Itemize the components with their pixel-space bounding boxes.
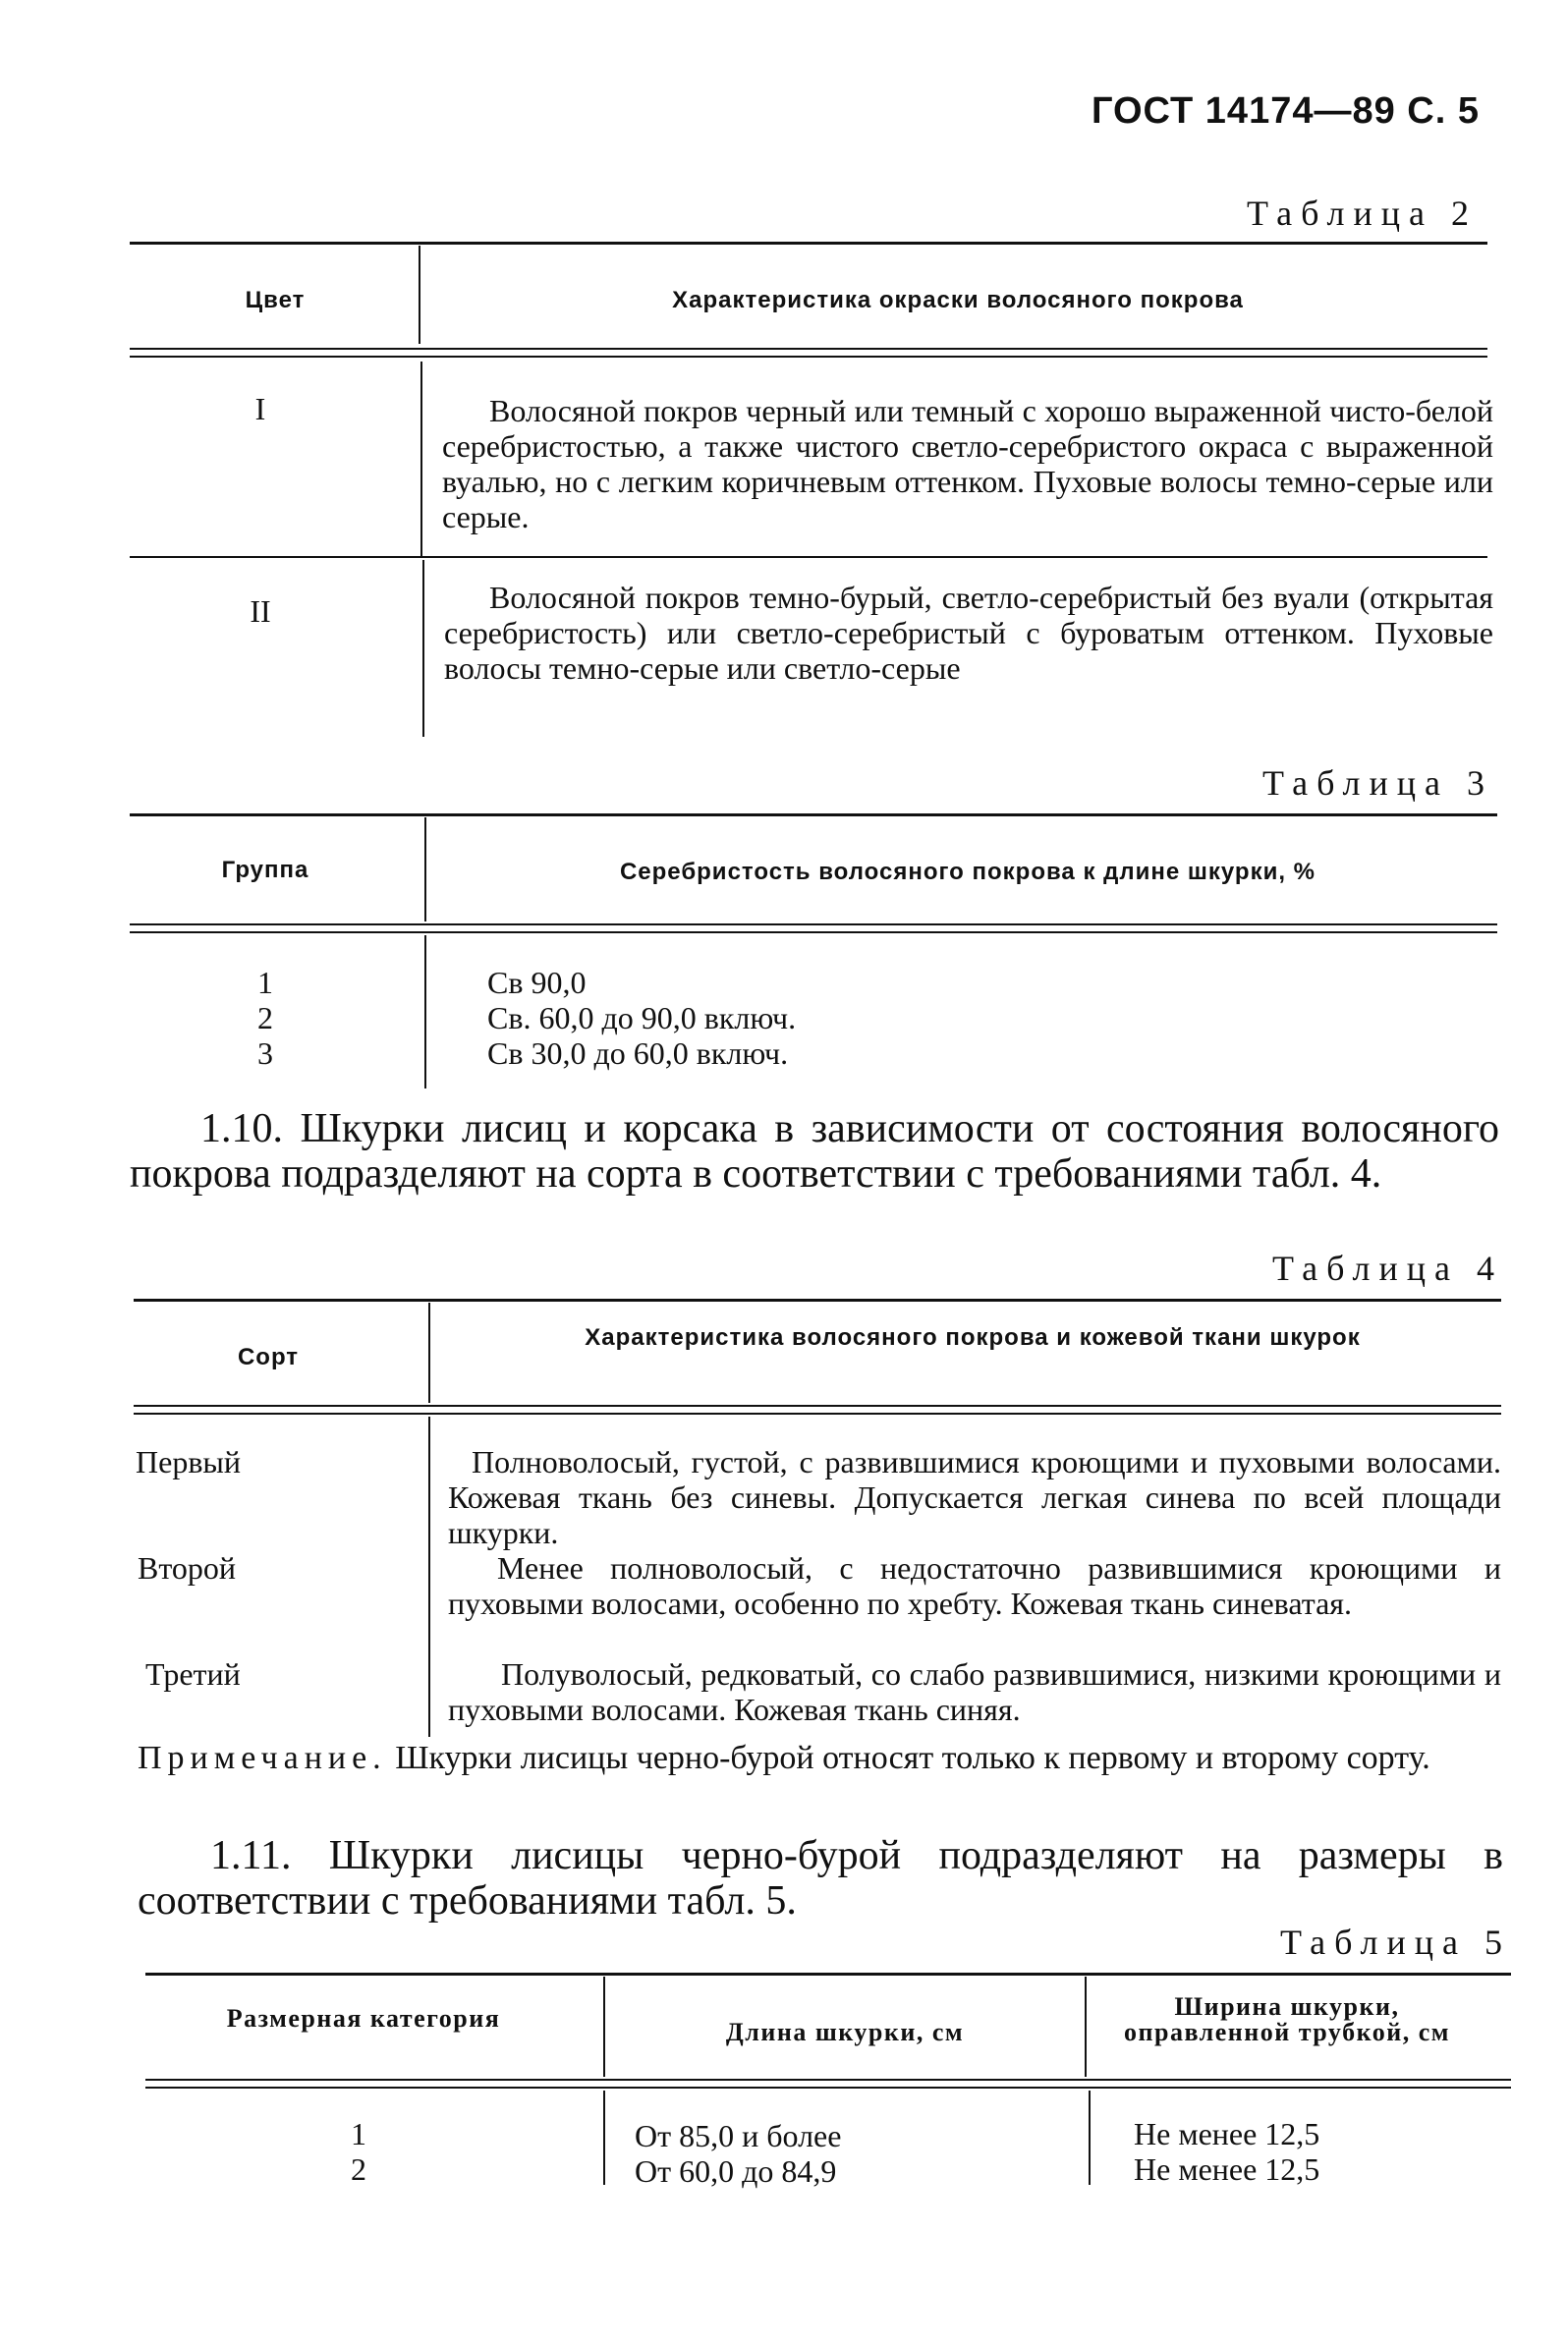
table4-header-rule-1 (134, 1405, 1501, 1407)
table5-header-rule-2 (145, 2087, 1511, 2089)
page-header: ГОСТ 14174—89 С. 5 (1091, 90, 1480, 132)
table2-row2-color: II (250, 593, 271, 629)
paragraph-1-10: 1.10. Шкурки лисиц и корсака в зависимости от состояния волосяного покрова подразделяют на сорта в соответствии с требованиями табл. 4. (130, 1106, 1499, 1197)
table3-header-silver: Серебристость волосяного покрова к длине шкурки, % (619, 859, 1316, 885)
table2-caption: Таблица 2 (1247, 194, 1478, 233)
table4-row2-text: Менее полноволосый, с недостаточно развившимися кроющими и пуховыми волосами, особенно по хребту. Кожевая ткань синеватая. (448, 1550, 1501, 1621)
table3-row1-value: Св 90,0 (487, 965, 587, 1000)
table3-caption: Таблица 3 (1262, 763, 1493, 803)
table5-row1-width: Не менее 12,5 (1134, 2116, 1320, 2151)
table5-row1-length: От 85,0 и более (635, 2118, 842, 2153)
table3-body-divider (424, 935, 426, 1088)
table5-body-divider-2 (1089, 2091, 1091, 2185)
table2-header-rule-2 (130, 356, 1487, 358)
table2-top-rule (130, 242, 1487, 245)
table3-row3-value: Св 30,0 до 60,0 включ. (487, 1035, 789, 1071)
table5-row2-length: От 60,0 до 84,9 (635, 2153, 837, 2189)
table4-caption: Таблица 4 (1272, 1249, 1503, 1288)
table4-row1-text: Полноволосый, густой, с развившимися кроющими и пуховыми волосами. Кожевая ткань без синевы. Допускается легкая синева по всей площади шкурки. (448, 1444, 1501, 1550)
table2-row-rule (130, 556, 1487, 558)
table3-top-rule (130, 813, 1497, 816)
table2-row1-text: Волосяной покров черный или темный с хорошо выраженной чисто-белой серебристостью, а также чистого светло-серебристого окраса с выраженной вуалью, но с легким коричневым оттенком. Пуховые волосы темно-серые или серые. (442, 393, 1493, 534)
table2-row1-color: I (254, 391, 266, 426)
table5-header-divider-2 (1085, 1977, 1087, 2077)
table2-header-color: Цвет (245, 287, 306, 313)
table5-header-length: Длина шкурки, см (725, 2018, 965, 2046)
table2-body-divider-2 (422, 560, 424, 737)
table3-header-rule-2 (130, 931, 1497, 933)
table4-note (138, 1739, 1503, 1778)
table4-header-rule-2 (134, 1413, 1501, 1415)
table5-header-category: Размерная категория (226, 2004, 501, 2033)
table2-header-divider (419, 246, 420, 344)
table5-header-width: Ширина шкурки, оправленной трубкой, см (1124, 1992, 1450, 2046)
table3-header-divider (424, 817, 426, 921)
table4-row1-grade: Первый (136, 1444, 242, 1479)
table2-body-divider-1 (420, 362, 422, 558)
table2-header-rule-1 (130, 348, 1487, 350)
table5-header-rule-1 (145, 2079, 1511, 2081)
table2-header-characteristic: Характеристика окраски волосяного покрова (672, 287, 1244, 313)
table5-row1-category: 1 (351, 2116, 366, 2151)
table4-row2-grade: Второй (138, 1550, 237, 1586)
table5-body-divider-1 (603, 2091, 605, 2185)
table4-header-characteristic: Характеристика волосяного покрова и кожевой ткани шкурок (585, 1324, 1361, 1351)
table2-row2-text: Волосяной покров темно-бурый, светло-серебристый без вуали (открытая серебристость) или светло-серебристый с буроватым оттенком. Пуховые волосы темно-серые или светло-серые (444, 580, 1493, 686)
table3-row2-group: 2 (257, 1000, 273, 1035)
table4-row3-text: Полуволосый, редковатый, со слабо развившимися, низкими кроющими и пуховыми волосами. Кожевая ткань синяя. (448, 1656, 1501, 1727)
paragraph-1-11: 1.11. Шкурки лисицы черно-бурой подразделяют на размеры в соответствии с требованиями табл. 5. (138, 1833, 1503, 1924)
table3-row3-group: 3 (257, 1035, 273, 1071)
table4-row3-grade: Третий (145, 1656, 241, 1692)
table4-body-divider (428, 1417, 430, 1737)
table3-header-group: Группа (221, 857, 309, 883)
table5-row2-width: Не менее 12,5 (1134, 2151, 1320, 2187)
table3-header-rule-1 (130, 923, 1497, 925)
table4-header-grade: Сорт (237, 1344, 300, 1370)
table5-caption: Таблица 5 (1280, 1923, 1511, 1962)
table5-top-rule (145, 1973, 1511, 1976)
note-label: Примечание. (138, 1740, 387, 1776)
table4-header-divider (428, 1303, 430, 1403)
table5-row2-category: 2 (351, 2151, 366, 2187)
table3-row2-value: Св. 60,0 до 90,0 включ. (487, 1000, 797, 1035)
table3-row1-group: 1 (257, 965, 273, 1000)
table4-top-rule (134, 1299, 1501, 1302)
note-text: Шкурки лисицы черно-бурой относят только к первому и второму сорту. (395, 1740, 1430, 1776)
table5-header-divider-1 (603, 1977, 605, 2077)
